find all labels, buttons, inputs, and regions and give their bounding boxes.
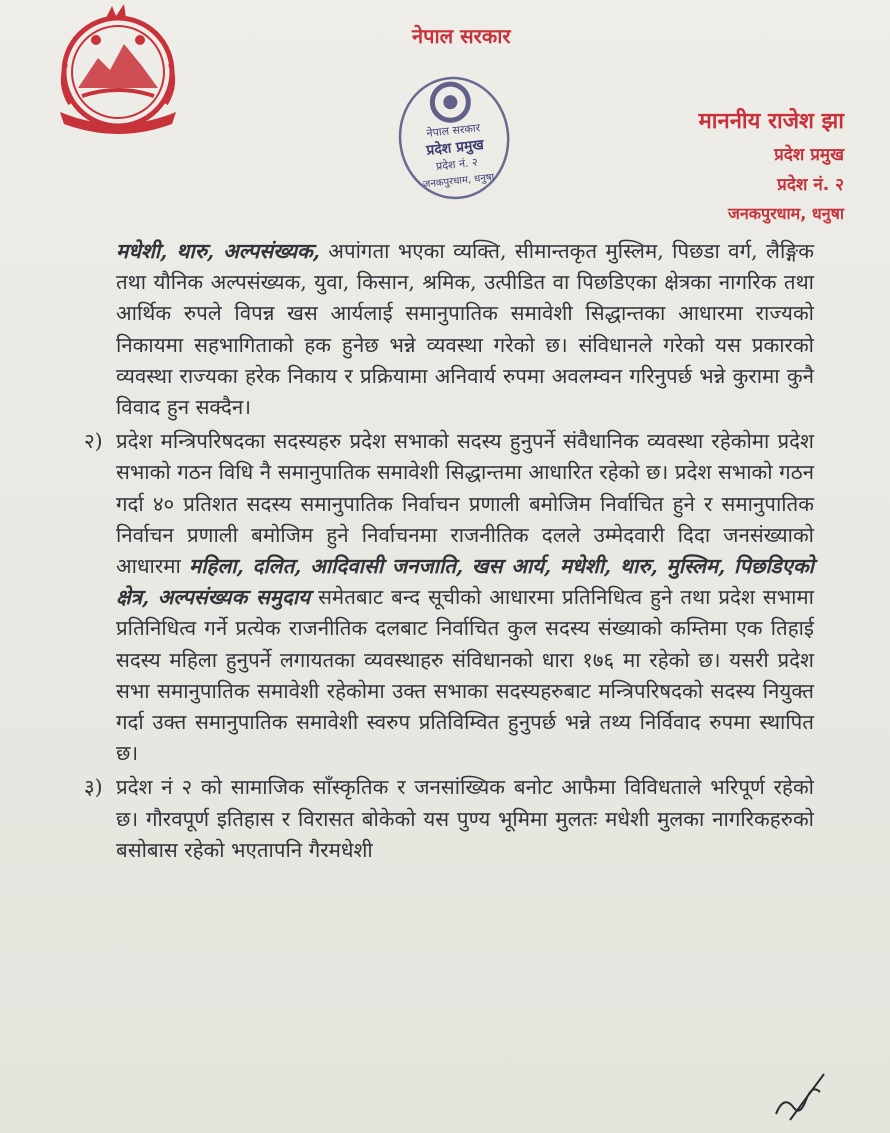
seal-line-4: जनकपुरधाम, धनुषा [422, 172, 495, 191]
letterhead-block [699, 104, 844, 228]
letter-body [84, 236, 814, 869]
signature-icon [770, 1064, 830, 1124]
paragraph-2 [84, 426, 814, 769]
paragraph-3-text: प्रदेश नं २ को सामाजिक साँस्कृतिक र जनसांख्यिक बनोट आफैमा विविधताले भरिपूर्ण रहेको छ। गौरवपूर्ण इतिहास र विरासत बोकेको यस पुण्य भूमिमा मुलतः मधेशी मुलका नागरिकहरुको बसोबास रहेको भएतापनि गैरमधेशी [116, 775, 814, 862]
paragraph-2-number: २) [84, 429, 103, 454]
seal-line-3: प्रदेश नं. २ [435, 155, 479, 174]
paragraph-1-text: अपांगता भएका व्यक्ति, सीमान्तकृत मुस्लिम, पिछडा वर्ग, लैङ्गिक तथा यौनिक अल्पसंख्यक, युवा, किसान, श्रमिक, उत्पीडित वा पिछडिएका क्षेत्रका नागरिक तथा आर्थिक रुपले विपन्न खस आर्यलाई समानुपातिक समावेशी सिद्धान्तका आधारमा राज्यको निकायमा सहभागिताको हक हुनेछ भन्ने व्यवस्था गरेको छ। संविधानले गरेको यस प्रकारको व्यवस्था राज्यका हरेक निकाय र प्रक्रियामा अनिवार्य रुपमा अवलम्वन गरिनुपर्छ भन्ने कुरामा कुनै विवाद हुन सक्दैन। [116, 239, 814, 420]
official-name: माननीय राजेश झा [698, 109, 844, 134]
paragraph-1-bold: मधेशी, थारु, अल्पसंख्यक, [116, 239, 320, 263]
paragraph-2-bold: महिला, दलित, आदिवासी जनजाति, खस आर्य, मधेशी, थारु, मुस्लिम, पिछडिएको क्षेत्र, अल्पसंख्यक समुदाय [116, 554, 814, 610]
paragraph-3 [84, 772, 814, 866]
paragraph-2-text-1: प्रदेश मन्त्रिपरिषदका सदस्यहरु प्रदेश सभाको सदस्य हुनुपर्ने संवैधानिक व्यवस्था रहेकोमा प्रदेश सभाको गठन विधि नै समानुपातिक समावेशी सिद्धान्तमा आधारित रहेको छ। प्रदेश सभाको गठन गर्दा ४० प्रतिशत सदस्य समानुपातिक निर्वाचन प्रणाली बमोजिम निर्वाचित हुने र समानुपातिक निर्वाचन प्रणाली बमोजिम हुने निर्वाचनमा राजनीतिक दलले उम्मेदवारी दिदा जनसंख्याको आधारमा [116, 429, 814, 579]
paragraph-2-text-2: समेतबाट बन्द सूचीको आधारमा प्रतिनिधित्व हुने तथा प्रदेश सभामा प्रतिनिधित्व गर्ने प्रत्येक राजनीतिक दलबाट निर्वाचित कुल सदस्य संख्याको कम्तिमा एक तिहाई सदस्य महिला हुनुपर्ने लगायतका व्यवस्थाहरु संविधानको धारा १७६ मा रहेको छ। यसरी प्रदेश सभा समानुपातिक समावेशी रहेकोमा उक्त सभाका सदस्यहरुबाट मन्त्रिपरिषदको सदस्य नियुक्त गर्दा उक्त समानुपातिक समावेशी स्वरुप प्रतिविम्वित हुनुपर्छ भन्ने तथ्य निर्विवाद रुपमा स्थापित छ। [116, 585, 814, 766]
national-emblem-icon [52, 4, 184, 136]
official-title: प्रदेश प्रमुख [774, 145, 844, 165]
paragraph-1 [84, 236, 814, 423]
seal-line-2: प्रदेश प्रमुख [425, 136, 485, 159]
province-label: प्रदेश नं. २ [777, 175, 844, 195]
seal-line-1: नेपाल सरकार [425, 121, 481, 140]
place-label: जनकपुरधाम, धनुषा [728, 204, 844, 223]
paragraph-3-number: ३) [84, 775, 103, 800]
government-heading: नेपाल सरकार [412, 24, 511, 48]
office-seal-icon [390, 66, 519, 207]
